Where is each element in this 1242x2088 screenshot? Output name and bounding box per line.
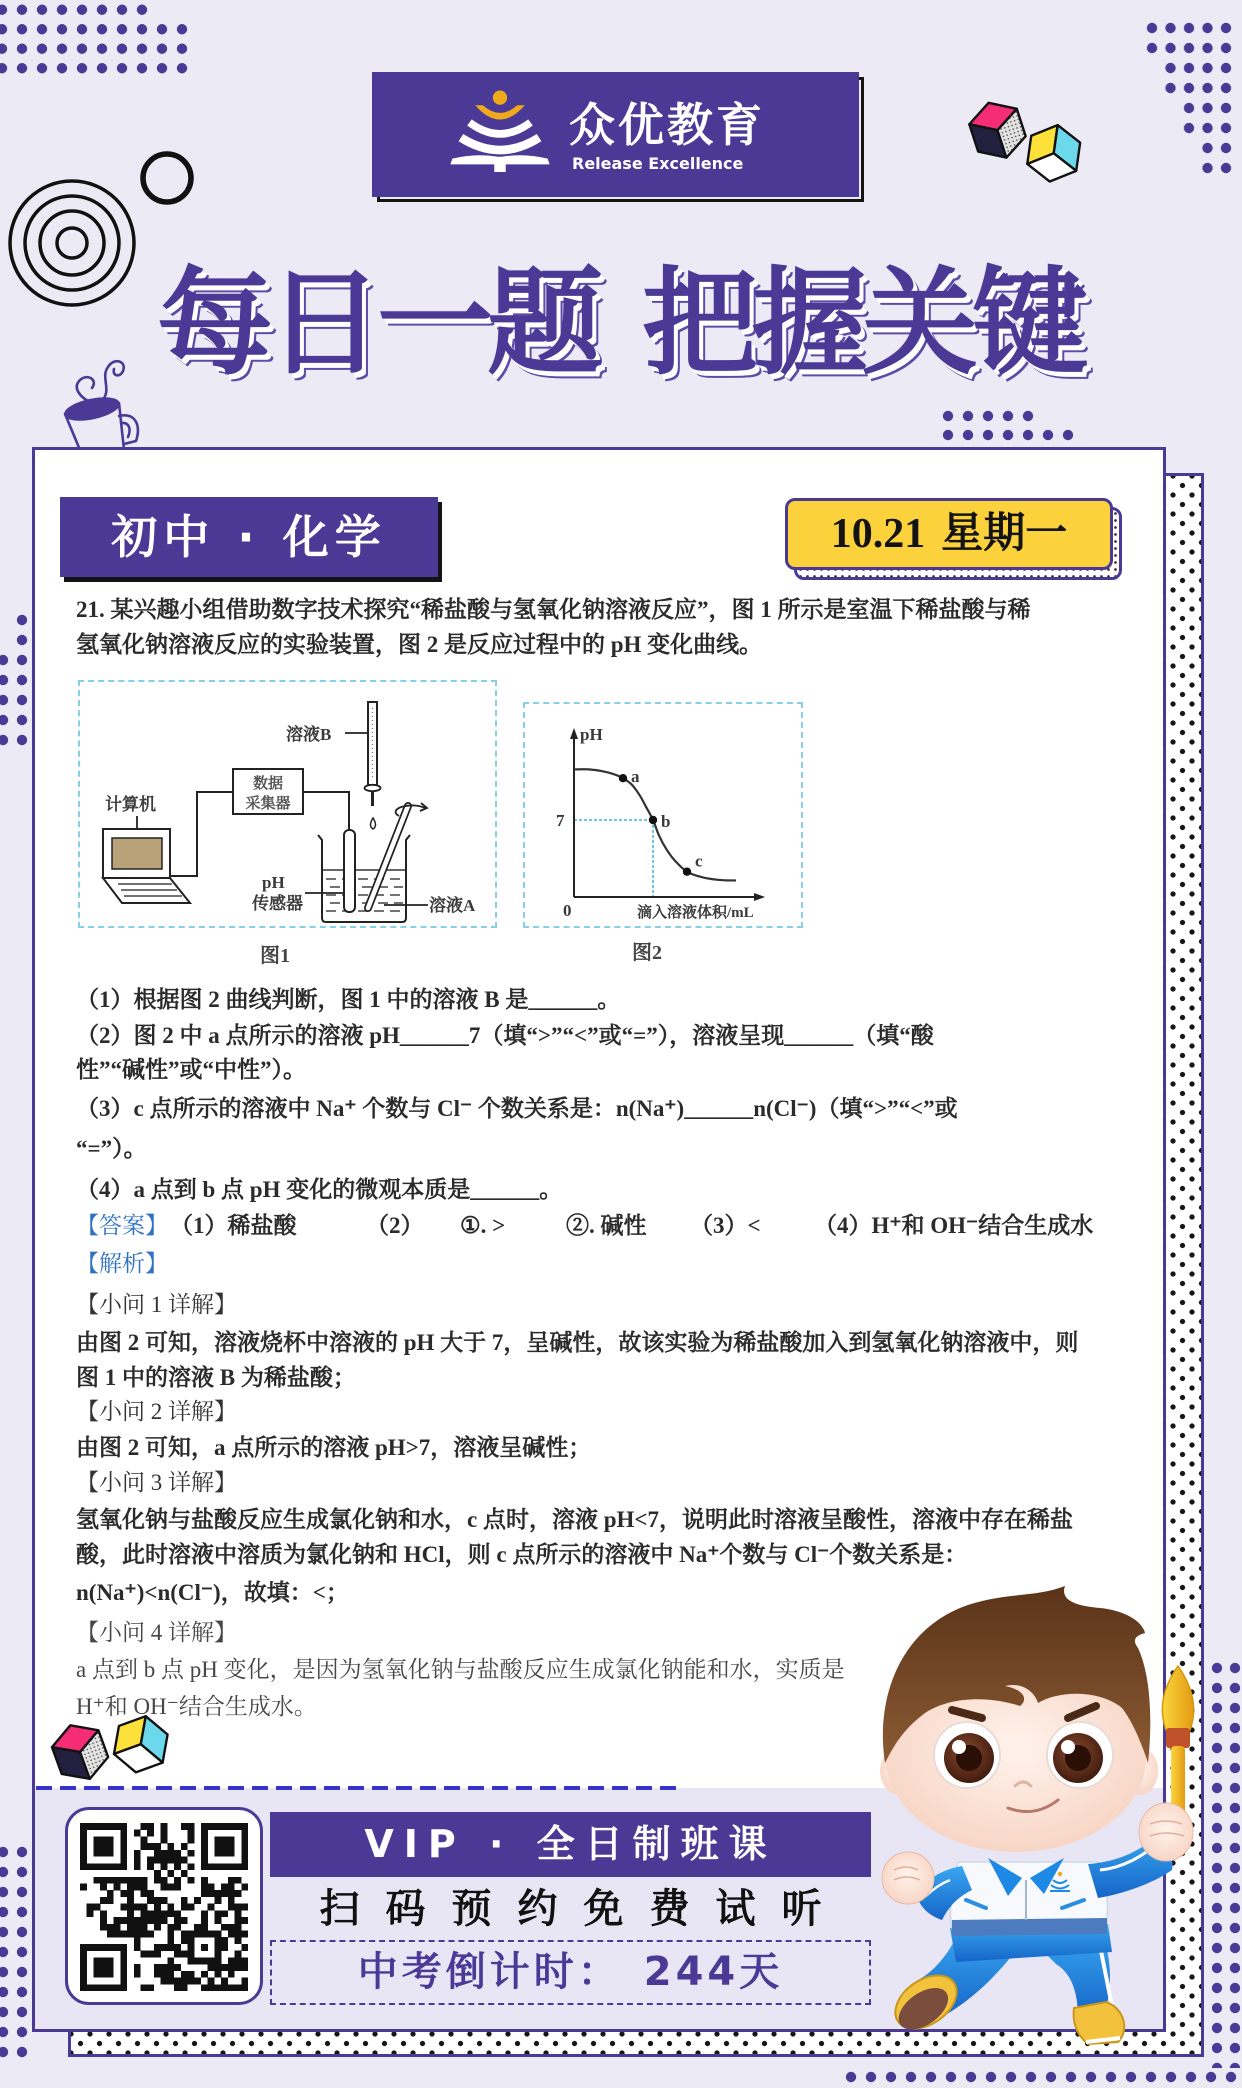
answer-item: （2） bbox=[366, 1213, 424, 1238]
analysis-line: 氢氧化钠与盐酸反应生成氯化钠和水，c 点时，溶液 pH<7，说明此时溶液呈酸性，溶液中存在稀盐 bbox=[76, 1507, 1073, 1532]
sub-question-2-cont: 性”“碱性”或“中性”）。 bbox=[76, 1057, 306, 1082]
label-collector-1: 数据 bbox=[252, 776, 284, 792]
qr-code bbox=[80, 1823, 248, 1991]
dot-column-left-mid bbox=[0, 610, 32, 750]
ph-sensor-icon bbox=[344, 830, 355, 912]
mascot-head bbox=[880, 1586, 1158, 1852]
point-b bbox=[649, 816, 657, 824]
countdown-value: 244天 bbox=[643, 1949, 784, 1995]
dot-column-left-bottom bbox=[0, 1842, 32, 2062]
y-axis-arrow-icon bbox=[570, 728, 578, 739]
beaker-icon bbox=[318, 835, 410, 922]
laptop-icon bbox=[103, 829, 190, 903]
dot-grid-top-left bbox=[0, 0, 192, 78]
sub-question-4: （4）a 点到 b 点 pH 变化的微观本质是______。 bbox=[76, 1177, 563, 1202]
answer-item: （1）稀盐酸 bbox=[170, 1213, 297, 1238]
answer-item: ②. 碱性 bbox=[566, 1213, 647, 1238]
headline-left: 每日一题 bbox=[157, 256, 597, 391]
point-label-b: b bbox=[661, 812, 671, 831]
sub-question-1: （1）根据图 2 曲线判断，图 1 中的溶液 B 是______。 bbox=[76, 987, 621, 1012]
headline-right: 把握关键 bbox=[642, 256, 1082, 391]
label-collector-2: 采集器 bbox=[245, 796, 291, 812]
coffee-cup-icon bbox=[64, 361, 138, 450]
question-stem-line: 21. 某兴趣小组借助数字技术探究“稀盐酸与氢氧化钠溶液反应”，图 1 所示是室温下稀盐酸与稀 bbox=[76, 597, 1031, 622]
label-computer: 计算机 bbox=[105, 795, 156, 814]
dot-triangle-top-right bbox=[1143, 18, 1236, 178]
answer-item: ①. > bbox=[460, 1213, 506, 1238]
question-stem-line: 氢氧化钠溶液反应的实验装置，图 2 是反应过程中的 pH 变化曲线。 bbox=[76, 632, 763, 657]
figure-2-ph-chart bbox=[523, 702, 803, 928]
point-label-c: c bbox=[695, 851, 703, 871]
answer-item: （3）< bbox=[690, 1213, 761, 1238]
analysis-label: 【解析】 bbox=[76, 1251, 168, 1276]
label-solution-a: 溶液A bbox=[429, 896, 476, 915]
date-tag bbox=[785, 498, 1113, 570]
analysis-heading-3: 【小问 3 详解】 bbox=[76, 1470, 237, 1495]
answer-item: （4）H⁺和 OH⁻结合生成水 bbox=[814, 1213, 1094, 1238]
mascot-character bbox=[860, 1578, 1242, 2058]
point-label-a: a bbox=[631, 767, 640, 787]
cubes-bottom-left-icon bbox=[40, 1705, 190, 1795]
label-sensor: 传感器 bbox=[252, 894, 303, 913]
mascot-jacket bbox=[950, 1858, 1107, 1936]
analysis-line: 由图 2 可知，溶液烧杯中溶液的 pH 大于 7，呈碱性，故该实验为稀盐酸加入到氢氧化钠溶液中，则 bbox=[76, 1330, 1079, 1355]
analysis-line: 由图 2 可知，a 点所示的溶液 pH>7，溶液呈碱性； bbox=[76, 1435, 592, 1460]
x-axis-label: 滴入溶液体积/mL bbox=[637, 905, 754, 921]
weekday-text: 星期一 bbox=[941, 511, 1068, 557]
exam-countdown bbox=[270, 1940, 871, 2005]
y-tick-7: 7 bbox=[556, 811, 565, 830]
countdown-label: 中考倒计时： bbox=[357, 1949, 622, 1995]
ring-icon bbox=[143, 154, 191, 202]
date-text: 10.21 bbox=[830, 511, 926, 557]
wire bbox=[170, 792, 233, 876]
label-ph: pH bbox=[262, 873, 285, 892]
answer-label: 【答案】 bbox=[76, 1213, 168, 1238]
burette-icon bbox=[365, 702, 381, 858]
analysis-line: 图 1 中的溶液 B 为稀盐酸； bbox=[76, 1365, 356, 1390]
label-solution-b: 溶液B bbox=[286, 725, 332, 744]
sub-question-3: （3）c 点所示的溶液中 Na⁺ 个数与 Cl⁻ 个数关系是：n(Na⁺)______n(Cl⁻)（填“>”“<”或 bbox=[76, 1096, 958, 1121]
subject-tag: 初中 · 化学 bbox=[60, 497, 438, 577]
analysis-heading-1: 【小问 1 详解】 bbox=[76, 1292, 237, 1317]
figure-1-caption: 图1 bbox=[260, 945, 290, 967]
origin-label: 0 bbox=[563, 901, 572, 920]
analysis-line: a 点到 b 点 pH 变化，是因为氢氧化钠与盐酸反应生成氯化钠能和水，实质是 bbox=[76, 1657, 845, 1682]
wire bbox=[303, 792, 349, 830]
ph-curve-points bbox=[619, 767, 703, 876]
dot-rows-under-title bbox=[938, 407, 1078, 445]
y-axis-label: pH bbox=[580, 725, 603, 744]
cubes-top-right-icon bbox=[965, 95, 1082, 185]
analysis-line: 酸，此时溶液中溶质为氯化钠和 HCl，则 c 点所示的溶液中 Na⁺个数与 Cl⁻个数关系是： bbox=[76, 1542, 968, 1567]
sub-question-3-cont: “=”）。 bbox=[76, 1136, 147, 1161]
concentric-circles-icon bbox=[10, 181, 134, 305]
brand-name-en: Release Excellence bbox=[572, 154, 744, 173]
point-c bbox=[683, 868, 691, 876]
analysis-line: n(Na⁺)<n(Cl⁻)，故填：<； bbox=[76, 1580, 349, 1605]
analysis-heading-4: 【小问 4 详解】 bbox=[76, 1620, 237, 1645]
figure-2-caption: 图2 bbox=[632, 942, 662, 964]
sub-question-2: （2）图 2 中 a 点所示的溶液 pH______7（填“>”“<”或“=”），溶液呈现______（填“酸 bbox=[76, 1023, 934, 1048]
x-axis-arrow-icon bbox=[754, 893, 765, 901]
brand-name-cn: 众优教育 bbox=[569, 98, 765, 152]
analysis-line: H⁺和 OH⁻结合生成水。 bbox=[76, 1694, 317, 1719]
analysis-heading-2: 【小问 2 详解】 bbox=[76, 1399, 237, 1424]
paintbrush-icon bbox=[1162, 1666, 1193, 1826]
scan-cta-text: 扫码预约免费试听 bbox=[319, 1886, 848, 1932]
vip-course-banner: VIP · 全日制班课 bbox=[270, 1812, 871, 1877]
brand-emblem-icon bbox=[448, 90, 552, 172]
ph-curve bbox=[574, 769, 736, 880]
point-a bbox=[619, 774, 627, 782]
dot-row-bottom-right bbox=[841, 2067, 1242, 2087]
figure-1-apparatus bbox=[78, 680, 497, 928]
brand-logo bbox=[372, 72, 859, 197]
